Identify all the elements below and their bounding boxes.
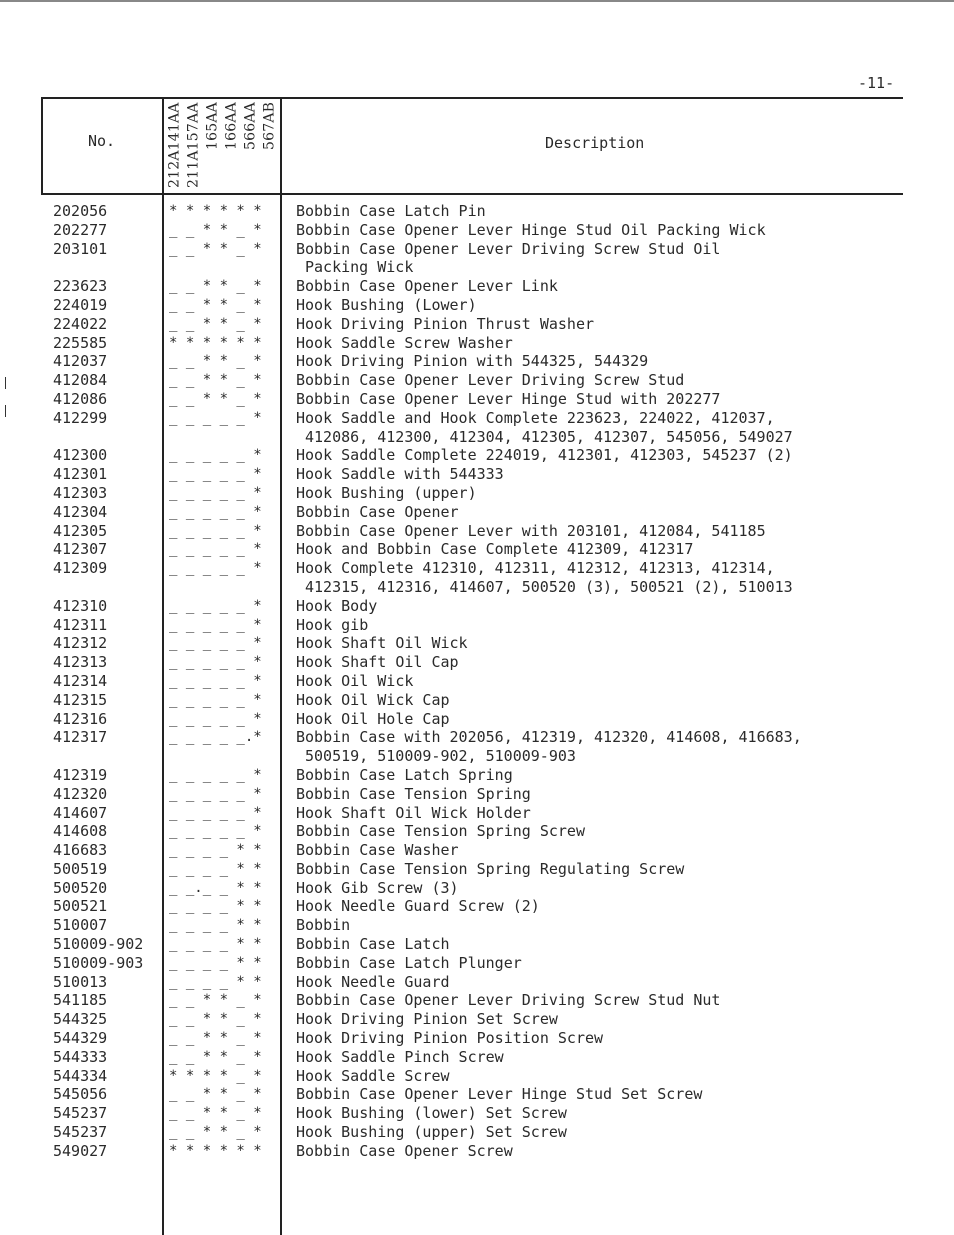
part-number: 412304	[53, 502, 108, 521]
table-row	[0, 277, 954, 296]
table-row	[0, 1029, 954, 1048]
model-applicability-marks: _ _ _ _ * *	[169, 954, 262, 971]
part-description	[296, 710, 450, 729]
table-row	[0, 221, 954, 240]
description-line: Bobbin Case Opener Lever Link	[296, 277, 558, 296]
table-row	[0, 634, 954, 653]
description-line: Bobbin Case Tension Spring Screw	[296, 822, 585, 841]
table-row	[0, 935, 954, 954]
model-applicability-marks: _ _ _ _ _ *	[169, 635, 262, 652]
model-applicability-marks: _ _ _ _ _ *	[169, 447, 262, 464]
part-description	[296, 522, 766, 541]
table-row	[0, 916, 954, 935]
table-row	[0, 371, 954, 390]
model-applicability-marks: _ _ * * _ *	[169, 240, 262, 257]
model-applicability-marks: _ _ _ _ _ *	[169, 522, 262, 539]
part-number: 412307	[53, 540, 108, 559]
part-number: 544334	[53, 1066, 108, 1085]
model-applicability-marks: _ _ * * _ *	[169, 353, 262, 370]
description-line: Hook Saddle Screw	[296, 1066, 450, 1085]
table-row	[0, 1123, 954, 1142]
part-description	[296, 1029, 603, 1048]
part-number: 414608	[53, 822, 108, 841]
table-row	[0, 540, 954, 559]
part-number: 545056	[53, 1085, 108, 1104]
table-row	[0, 202, 954, 221]
description-line: Hook Shaft Oil Wick Holder	[296, 803, 531, 822]
description-line: 412086, 412300, 412304, 412305, 412307, 545056, 549027	[305, 427, 793, 446]
model-applicability-marks: _ _ * * _ *	[169, 372, 262, 389]
part-description	[296, 315, 594, 334]
part-description	[296, 1104, 567, 1123]
part-description	[296, 446, 793, 465]
description-line: Bobbin Case Washer	[296, 841, 459, 860]
part-description	[296, 296, 477, 315]
table-row	[0, 860, 954, 879]
part-number: 541185	[53, 991, 108, 1010]
part-number: 412313	[53, 653, 108, 672]
model-applicability-marks: _ _ _ _ _ *	[169, 654, 262, 671]
part-description	[296, 804, 531, 823]
table-row	[0, 559, 954, 597]
part-number: 412303	[53, 483, 108, 502]
part-number: 545237	[53, 1123, 108, 1142]
part-number: 202056	[53, 202, 108, 220]
description-line: Hook Driving Pinion Thrust Washer	[296, 314, 595, 333]
model-applicability-marks: _ _ _ _ _ *	[169, 804, 262, 821]
part-number: 412301	[53, 465, 108, 484]
model-applicability-marks: _ _._ _ * *	[169, 879, 262, 896]
description-line: Hook and Bobbin Case Complete 412309, 412317	[296, 540, 694, 559]
part-description	[296, 954, 522, 973]
part-number: 224019	[53, 295, 108, 314]
table-row	[0, 409, 954, 447]
part-description	[296, 1085, 702, 1104]
description-line: Hook Needle Guard Screw (2)	[296, 897, 540, 916]
part-number: 412305	[53, 521, 108, 540]
description-line: Hook Oil Wick	[296, 671, 414, 690]
description-line: Hook Body	[296, 596, 378, 615]
part-description	[296, 597, 377, 616]
model-applicability-marks: _ _ * * _ *	[169, 278, 262, 295]
description-line: Hook Saddle with 544333	[296, 465, 504, 484]
description-line: Hook Shaft Oil Wick	[296, 634, 468, 653]
description-line: Hook Driving Pinion Set Screw	[296, 1010, 558, 1029]
part-description	[296, 352, 648, 371]
description-line: Hook Gib Screw (3)	[296, 878, 459, 897]
model-applicability-marks: _ _ _ _ * *	[169, 898, 262, 915]
table-row	[0, 710, 954, 729]
part-description	[296, 634, 468, 653]
part-number: 510013	[53, 972, 108, 991]
part-description	[296, 503, 459, 522]
part-number: 544329	[53, 1029, 108, 1048]
model-applicability-marks: * * * * * *	[169, 334, 262, 351]
model-column-header: 165AA	[204, 102, 221, 150]
description-line: Bobbin Case Opener Lever Hinge Stud with 202277	[296, 389, 721, 408]
part-number: 412319	[53, 765, 108, 784]
description-line: Hook Saddle and Hook Complete 223623, 224022, 412037,	[296, 408, 775, 427]
model-applicability-marks: _ _ _ _ * *	[169, 917, 262, 934]
table-row	[0, 503, 954, 522]
description-line: Hook Driving Pinion Position Screw	[296, 1029, 604, 1048]
part-description	[296, 334, 513, 353]
part-number: 500520	[53, 878, 108, 897]
table-row	[0, 334, 954, 353]
top-edge-rule	[0, 0, 954, 2]
description-line: Hook Saddle Pinch Screw	[296, 1047, 504, 1066]
model-applicability-marks: _ _ _ _ _ *	[169, 823, 262, 840]
description-line: Hook Bushing (upper) Set Screw	[296, 1123, 567, 1142]
description-line: Bobbin Case Latch Plunger	[296, 953, 522, 972]
part-number: 500521	[53, 897, 108, 916]
model-applicability-marks: _ _ _ _ * *	[169, 936, 262, 953]
description-line: Hook Shaft Oil Cap	[296, 653, 459, 672]
model-applicability-marks: _ _ * * _ *	[169, 1124, 262, 1141]
description-line: Hook Driving Pinion with 544325, 544329	[296, 352, 649, 371]
part-description	[296, 390, 720, 409]
description-line: Bobbin Case Opener Lever Driving Screw Stud	[296, 371, 685, 390]
part-description	[296, 916, 350, 935]
part-number: 202277	[53, 220, 108, 239]
part-description	[296, 653, 459, 672]
table-left-border	[41, 97, 43, 194]
model-applicability-marks: _ _ _ _ * *	[169, 842, 262, 859]
part-number: 545237	[53, 1104, 108, 1123]
part-description	[296, 672, 413, 691]
model-column-header: 212A141AA	[166, 102, 183, 188]
part-description	[296, 822, 585, 841]
part-description	[296, 785, 531, 804]
model-applicability-marks: _ _ _ _ _ *	[169, 597, 262, 614]
part-description	[296, 371, 684, 390]
table-row	[0, 897, 954, 916]
model-applicability-marks: _ _ * * _ *	[169, 1105, 262, 1122]
model-applicability-marks: _ _ _ _ _ *	[169, 785, 262, 802]
part-description	[296, 277, 558, 296]
table-row	[0, 1067, 954, 1086]
table-row	[0, 1010, 954, 1029]
description-line: Hook Bushing (Lower)	[296, 295, 477, 314]
part-description	[296, 1048, 504, 1067]
model-applicability-marks: _ _ * * _ *	[169, 1086, 262, 1103]
part-number: 412320	[53, 784, 108, 803]
part-description	[296, 1123, 567, 1142]
table-row	[0, 1048, 954, 1067]
model-applicability-marks: _ _ _ _ _ *	[169, 503, 262, 520]
model-applicability-marks: _ _ _ _ _ *	[169, 466, 262, 483]
part-number: 225585	[53, 333, 108, 352]
model-applicability-marks: _ _ * * _ *	[169, 1011, 262, 1028]
model-column-header: 211A157AA	[185, 102, 202, 188]
description-line: Packing Wick	[305, 258, 414, 277]
table-row	[0, 785, 954, 804]
table-row	[0, 822, 954, 841]
model-applicability-marks: _ _ * * _ *	[169, 1048, 262, 1065]
model-applicability-marks: _ _ _ _ _ *	[169, 691, 262, 708]
model-applicability-marks: _ _ _ _ _ *	[169, 541, 262, 558]
parts-list	[0, 202, 954, 1161]
table-row	[0, 841, 954, 860]
table-row	[0, 728, 954, 766]
part-number: 412317	[53, 728, 108, 747]
table-row	[0, 484, 954, 503]
table-row	[0, 522, 954, 541]
description-line: Hook Oil Wick Cap	[296, 690, 450, 709]
model-column-header: 166AA	[223, 102, 240, 150]
table-row	[0, 597, 954, 616]
part-description	[296, 202, 486, 221]
part-description	[296, 935, 450, 954]
page-number: -11-	[858, 74, 895, 92]
part-description	[296, 991, 720, 1010]
table-row	[0, 991, 954, 1010]
model-applicability-marks: _ _ _ _ _ *	[169, 484, 262, 501]
part-number: 416683	[53, 841, 108, 860]
description-line: Bobbin Case Tension Spring	[296, 784, 531, 803]
description-line: Hook Saddle Screw Washer	[296, 333, 513, 352]
part-description	[296, 766, 513, 785]
model-applicability-marks: _ _ _ _ _ *	[169, 409, 262, 426]
part-number: 412314	[53, 671, 108, 690]
table-row	[0, 672, 954, 691]
table-row	[0, 973, 954, 992]
description-line: Bobbin Case with 202056, 412319, 412320, 414608, 416683,	[296, 728, 802, 747]
part-number: 412300	[53, 446, 108, 465]
description-line: Bobbin Case Latch Pin	[296, 202, 486, 220]
description-line: Bobbin Case Opener Lever with 203101, 412084, 541185	[296, 521, 766, 540]
header-bottom-border	[41, 193, 903, 195]
part-description	[296, 1067, 450, 1086]
part-number: 510009-902	[53, 935, 144, 954]
model-column-header: 566AA	[242, 102, 259, 150]
table-row	[0, 1085, 954, 1104]
description-line: Bobbin Case Tension Spring Regulating Screw	[296, 859, 685, 878]
part-description	[296, 691, 450, 710]
part-number: 412299	[53, 408, 108, 427]
part-number: 510007	[53, 916, 108, 935]
table-row	[0, 804, 954, 823]
part-number: 412086	[53, 389, 108, 408]
description-line: Bobbin Case Latch Spring	[296, 765, 513, 784]
part-description	[296, 879, 459, 898]
description-line: Bobbin Case Opener Screw	[296, 1141, 513, 1160]
description-line: Bobbin Case Opener Lever Driving Screw Stud Nut	[296, 991, 721, 1010]
model-applicability-marks: _ _ _ _ * *	[169, 860, 262, 877]
model-column-header: 567AB	[261, 102, 278, 151]
table-row	[0, 315, 954, 334]
part-description	[296, 409, 793, 447]
table-row	[0, 954, 954, 973]
part-number: 549027	[53, 1141, 108, 1160]
description-line: Bobbin Case Opener Lever Driving Screw Stud Oil	[296, 239, 721, 258]
part-number: 223623	[53, 277, 108, 296]
header-description: Description	[545, 134, 645, 152]
part-description	[296, 728, 802, 766]
description-line: Hook Needle Guard	[296, 972, 450, 991]
description-line: Hook Complete 412310, 412311, 412312, 412313, 412314,	[296, 559, 775, 578]
description-line: Hook Bushing (lower) Set Screw	[296, 1104, 567, 1123]
description-line: Bobbin Case Opener	[296, 502, 459, 521]
model-applicability-marks: _ _ * * _ *	[169, 221, 262, 238]
table-row	[0, 616, 954, 635]
part-number: 412084	[53, 371, 108, 390]
part-description	[296, 484, 477, 503]
part-number: 544333	[53, 1047, 108, 1066]
part-number: 414607	[53, 803, 108, 822]
part-description	[296, 860, 684, 879]
table-row	[0, 653, 954, 672]
table-row	[0, 1142, 954, 1161]
model-applicability-marks: * * * * _ *	[169, 1067, 262, 1084]
part-description	[296, 973, 450, 992]
part-number: 203101	[53, 239, 108, 258]
model-applicability-marks: _ _ * * _ *	[169, 390, 262, 407]
description-line: 412315, 412316, 414607, 500520 (3), 500521 (2), 510013	[305, 577, 793, 596]
description-line: Bobbin	[296, 916, 351, 935]
part-description	[296, 841, 459, 860]
description-line: 500519, 510009-902, 510009-903	[305, 747, 576, 766]
part-number: 412311	[53, 615, 108, 634]
model-applicability-marks: * * * * * *	[169, 203, 262, 219]
model-applicability-marks: * * * * * *	[169, 1142, 262, 1159]
part-description	[296, 465, 504, 484]
model-applicability-marks: _ _ * * _ *	[169, 1030, 262, 1047]
part-number: 412312	[53, 634, 108, 653]
description-line: Bobbin Case Opener Lever Hinge Stud Oil Packing Wick	[296, 220, 766, 239]
model-applicability-marks: _ _ _ _ _ *	[169, 672, 262, 689]
part-description	[296, 221, 766, 240]
part-number: 412037	[53, 352, 108, 371]
table-row	[0, 1104, 954, 1123]
part-number: 510009-903	[53, 953, 144, 972]
description-line: Hook Bushing (upper)	[296, 483, 477, 502]
part-description	[296, 1010, 558, 1029]
part-number: 412310	[53, 596, 108, 615]
model-applicability-marks: _ _ _ _ * *	[169, 973, 262, 990]
model-applicability-marks: _ _ * * _ *	[169, 992, 262, 1009]
description-line: Hook gib	[296, 615, 369, 634]
table-row	[0, 691, 954, 710]
model-applicability-marks: _ _ _ _ _ *	[169, 766, 262, 783]
header-no: No.	[88, 132, 116, 150]
table-row	[0, 446, 954, 465]
part-number: 412315	[53, 690, 108, 709]
part-description	[296, 559, 793, 597]
table-row	[0, 296, 954, 315]
description-line: Bobbin Case Opener Lever Hinge Stud Set Screw	[296, 1085, 703, 1104]
table-row	[0, 465, 954, 484]
part-number: 500519	[53, 859, 108, 878]
model-applicability-marks: _ _ _ _ _.*	[169, 729, 262, 746]
model-applicability-marks: _ _ * * _ *	[169, 296, 262, 313]
table-top-border	[41, 97, 903, 99]
part-number: 412316	[53, 709, 108, 728]
table-row	[0, 240, 954, 278]
table-row	[0, 766, 954, 785]
part-description	[296, 240, 720, 278]
part-number: 224022	[53, 314, 108, 333]
part-description	[296, 616, 368, 635]
description-line: Hook Saddle Complete 224019, 412301, 412303, 545237 (2)	[296, 446, 793, 465]
model-applicability-marks: _ _ * * _ *	[169, 315, 262, 332]
part-number: 412309	[53, 559, 108, 578]
description-line: Hook Oil Hole Cap	[296, 709, 450, 728]
model-applicability-marks: _ _ _ _ _ *	[169, 710, 262, 727]
part-description	[296, 897, 540, 916]
table-row	[0, 879, 954, 898]
part-description	[296, 540, 693, 559]
part-number: 544325	[53, 1010, 108, 1029]
model-applicability-marks: _ _ _ _ _ *	[169, 616, 262, 633]
part-description	[296, 1142, 513, 1161]
description-line: Bobbin Case Latch	[296, 935, 450, 954]
table-row	[0, 390, 954, 409]
table-row	[0, 352, 954, 371]
model-applicability-marks: _ _ _ _ _ *	[169, 560, 262, 577]
